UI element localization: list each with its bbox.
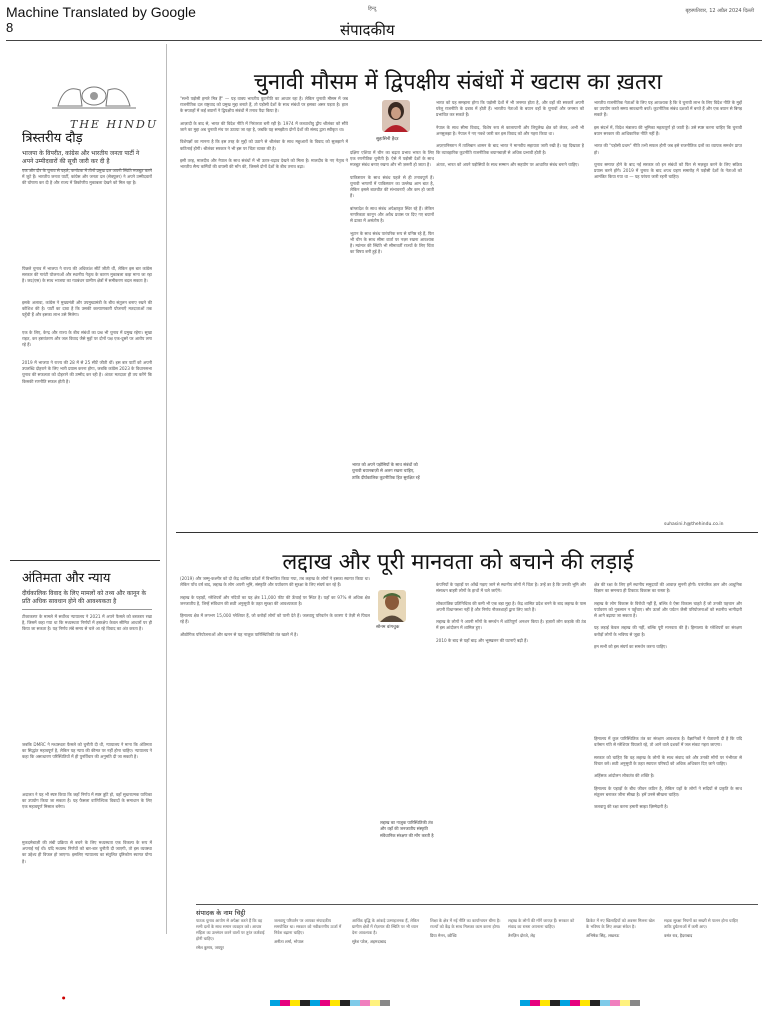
letter-signature: सुरेश पटेल, अहमदाबाद [352,939,387,944]
color-swatch [600,1000,610,1006]
letter-item: क्रिकेट में नए खिलाड़ियों को अवसर मिलना खेल के भविष्य के लिए अच्छा संकेत है। अभिषेक सिंह, लखनऊ [586,918,658,939]
article-one-headline: चुनावी मौसम में द्विपक्षीय संबंधों में खटास का ख़तरा [253,70,663,95]
letter-signature: प्रिया मेनन, कोच्चि [430,933,457,938]
color-swatch [330,1000,340,1006]
section-divider [10,560,160,561]
article-one-column: भारत को यह समझना होगा कि पड़ोसी देशों में भी जनमत होता है, और वहाँ की सरकारें अपनी घरेलू राजनीति के दबाव में होती हैं। भारतीय नेताओं के बयान वहाँ के चुनावों और जनमत को प्रभावित कर सकते हैं। नेपाल के साथ सीमा विवाद, विशेष रूप से कालापानी और लिपुलेख क्षेत्र को लेकर, अभी भी अनसुलझा है। नेपाल ने नए नक्शे जारी कर इस विवाद को और गहरा किया था। अफ़ग़ानिस्तान में तालिबान शासन के बाद भारत ने मानवीय सहायता जारी रखी है। यह दिखाता है कि व्यावहारिक कूटनीति राजनीतिक बयानबाज़ी से अधिक प्रभावी होती है। अंततः, भारत को अपने पड़ोसियों के साथ सम्मान और सहयोग पर आधारित संबंध बनाने चाहिए। [436,100,584,168]
paper-tag: हिन्दू [368,6,377,12]
color-swatch [550,1000,560,1006]
color-swatch [300,1000,310,1006]
color-swatch [540,1000,550,1006]
left-top-title: त्रिस्तरीय दौड़ [22,131,83,146]
color-swatch [610,1000,620,1006]
article-one-column: भारतीय राजनीतिक नेताओं के लिए यह आवश्यक है कि वे चुनावी लाभ के लिए विदेश नीति के मुद्दों का उपयोग करते समय सावधानी बरतें। कूटनीतिक संबंध दशकों में बनते हैं और एक बयान से बिगड़ सकते हैं। इस संदर्भ में, विदेश मंत्रालय की भूमिका महत्वपूर्ण हो जाती है। उसे स्पष्ट करना चाहिए कि चुनावी बयान सरकार की आधिकारिक नीति नहीं हैं। भारत की "पड़ोसी प्रथम" नीति तभी सफल होगी जब इसे राजनीतिक दलों का व्यापक समर्थन प्राप्त हो। चुनाव समाप्त होने के बाद नई सरकार को इन संबंधों को फिर से मज़बूत करने के लिए सक्रिय प्रयास करने होंगे। 2019 में चुनाव के बाद शपथ ग्रहण समारोह में पड़ोसी देशों के नेताओं को आमंत्रित किया गया था — यह परंपरा जारी रहनी चाहिए। [594,100,742,180]
left-top-paragraph: 2019 में भाजपा ने राज्य की 28 में से 25 सीटें जीती थीं। इस बार पार्टी को अपनी उपलब्धि दोहराने के लिए भारी प्रयास करना होगा, जबकि कांग्रेस 2023 के विधानसभा चुनाव की सफलता को दोहराने की उम्मीद कर रही है। अंततः मतदाता ही तय करेंगे कि किसकी रणनीति सफल होती है। [22,360,152,384]
machine-translation-banner: Machine Translated by Google [6,4,196,20]
letter-signature: तेनज़िन दोरजे, लेह [508,933,536,938]
article-one-column: दक्षिण एशिया में चीन का बढ़ता प्रभाव भारत के लिए एक रणनीतिक चुनौती है। ऐसे में पड़ोसी देशों के साथ मजबूत संबंध बनाए रखना और भी ज़रूरी हो जाता है। पाकिस्तान के साथ संबंध पहले से ही तनावपूर्ण हैं। चुनावी भाषणों में पाकिस्तान का उल्लेख आम बात है, लेकिन इससे बातचीत की संभावनाएँ और कम हो जाती हैं। बांग्लादेश के साथ संबंध अपेक्षाकृत स्थिर रहे हैं। लेकिन नागरिकता कानून और अवैध प्रवास पर दिए गए बयानों से ढाका में असंतोष है। भूटान के साथ संबंध पारंपरिक रूप से घनिष्ठ रहे हैं, फिर भी चीन के साथ सीमा वार्ता पर नज़र रखना आवश्यक है। म्यांमार की स्थिति भी सीमावर्ती राज्यों के लिए चिंता का विषय बनी हुई है। [350,150,434,255]
color-swatch [580,1000,590,1006]
color-swatch [620,1000,630,1006]
newspaper-logo-text: THE HINDU [70,118,159,131]
letter-signature: अनीता शर्मा, भोपाल [274,939,304,944]
color-swatch [290,1000,300,1006]
color-swatch [630,1000,640,1006]
letter-item: लद्दाख के लोगों की माँगें जायज़ हैं। सरकार को संवाद का रास्ता अपनाना चाहिए। तेनज़िन दोरजे, लेह [508,918,580,939]
left-bottom-title: अंतिमता और न्याय [22,571,111,586]
color-swatch [530,1000,540,1006]
section-divider [176,532,758,533]
color-swatch [560,1000,570,1006]
color-swatch [310,1000,320,1006]
left-bottom-paragraph: टीकाकरण के मामले में सर्वोच्च न्यायालय ने 2021 में अपने फैसले को बरकरार रखा है, जिसमें कहा गया था कि मध्यस्थता निर्णयों में हस्तक्षेप केवल सीमित आधारों पर ही किया जा सकता है। यह निर्णय लंबे समय से चले आ रहे विवाद का अंत करता है। [22,614,152,632]
left-bottom-paragraph: अदालत ने यह भी स्पष्ट किया कि जहाँ निर्णय में स्पष्ट त्रुटि हो, वहाँ सुधारात्मक याचिका का उपयोग किया जा सकता है। यह फैसला वाणिज्यिक विवादों के समाधान के लिए एक महत्वपूर्ण मिसाल बनेगा। [22,792,152,810]
top-divider [6,40,762,41]
color-swatch [380,1000,390,1006]
article-one-column: "सभी पड़ोसी हमारे मित्र हैं" — यह वाक्य भारतीय कूटनीति का आधार रहा है। लेकिन चुनावी मौसम में जब राजनीतिक दल राष्ट्रवाद को प्रमुख मुद्दा बनाते हैं, तो पड़ोसी देशों के साथ संबंधों पर इसका असर पड़ता है। हाल के सप्ताहों में कई बयानों ने द्विपक्षीय संबंधों में तनाव पैदा किया है। आज़ादी के बाद से, भारत की विदेश नीति में निरंतरता बनी रही है। 1974 में कच्चाथीवु द्वीप श्रीलंका को सौंपे जाने का मुद्दा अब चुनावी मंच पर उठाया जा रहा है, जबकि यह समझौता दोनों देशों की संसद द्वारा स्वीकृत था। विशेषज्ञों का मानना है कि इस तरह के मुद्दों को उठाने से श्रीलंका के साथ मछुआरों के विवाद को सुलझाने में कठिनाई होगी। श्रीलंका सरकार ने भी इस पर चिंता व्यक्त की है। इसी तरह, मालदीव और नेपाल के साथ संबंधों में भी उतार-चढ़ाव देखने को मिला है। मालदीव के नए नेतृत्व ने भारतीय सैन्य कर्मियों की वापसी की माँग की, जिससे दोनों देशों के बीच तनाव बढ़ा। [180,96,348,170]
color-swatch [370,1000,380,1006]
color-swatch [570,1000,580,1006]
left-top-paragraph: एक के लिए, केन्द्र और राज्य के बीच संबंधों का प्रश्न भी चुनाव में प्रमुख रहेगा। सूखा राहत, कर हस्तांतरण और जल विवाद जैसे मुद्दों पर दोनों पक्ष एक-दूसरे पर आरोप लगा रहे हैं। [22,330,152,348]
section-divider [196,904,758,905]
column-divider [166,44,167,934]
date-line: बृहस्पतिवार, 12 अप्रैल 2024 दिल्ली [685,8,754,14]
newspaper-crest-logo [44,76,144,116]
letter-item: आर्थिक वृद्धि के आंकड़े उत्साहजनक हैं, लेकिन ग्रामीण क्षेत्रों में रोज़गार की स्थिति पर भी ध्यान देना आवश्यक है। सुरेश पटेल, अहमदाबाद [352,918,424,945]
section-title: संपादकीय [340,21,395,39]
author-email: suhasini.h@thehindu.co.in [664,522,724,527]
color-swatch [520,1000,530,1006]
article-two-column: क्षेत्र की रक्षा के लिए हमें स्थानीय समुदायों की आवाज़ सुननी होगी। पारंपरिक ज्ञान और आधुनिक विज्ञान का समन्वय ही टिकाऊ विकास का रास्ता है। लद्दाख के लोग विकास के विरोधी नहीं हैं, बल्कि वे ऐसा विकास चाहते हैं जो उनकी पहचान और पर्यावरण को नुकसान न पहुँचाए। सौर ऊर्जा और पर्यटन जैसी परियोजनाओं को स्थानीय भागीदारी से आगे बढ़ाया जा सकता है। यह लड़ाई केवल लद्दाख की नहीं, बल्कि पूरी मानवता की है। हिमालय के ग्लेशियरों का संरक्षण करोड़ों लोगों के भविष्य से जुड़ा है। हम सभी को इस संघर्ष का समर्थन करना चाहिए। [594,582,742,650]
author-name: सोनम वांगचुक [376,625,400,630]
footer-marker: ● [62,995,66,1000]
article-two-headline: लद्दाख और पूरी मानवता को बचाने की लड़ाई [282,550,634,575]
article-two-column: (2019) और जम्मू-कश्मीर को दो केंद्र शासित प्रदेशों में विभाजित किया गया, तब लद्दाख के लोगों ने इसका स्वागत किया था। लेकिन पाँच वर्ष बाद, लद्दाख के लोग अपनी भूमि, संस्कृति और पर्यावरण की सुरक्षा के लिए संघर्ष कर रहे हैं। लद्दाख के पहाड़ों, ग्लेशियरों और नदियों का यह क्षेत्र 11,000 फीट की ऊँचाई पर स्थित है। यहाँ का 97% से अधिक क्षेत्र जनजातीय है, जिन्हें संविधान की छठी अनुसूची के तहत सुरक्षा की आवश्यकता है। हिमालय क्षेत्र में लगभग 15,000 ग्लेशियर हैं, जो करोड़ों लोगों को पानी देते हैं। जलवायु परिवर्तन के कारण ये तेज़ी से पिघल रहे हैं। औद्योगिक परियोजनाओं और खनन से यह नाज़ुक पारिस्थितिकी तंत्र खतरे में है। [180,576,370,637]
letter-signature: वसंत राव, हैदराबाद [664,933,693,938]
letters-section-title: संपादक के नाम चिट्ठी [196,909,246,917]
article-two-column: हिमालय में कुल पारिस्थितिक तंत्र का संरक्षण आवश्यक है। वैज्ञानिकों ने चेतावनी दी है कि यदि वर्तमान गति से ग्लेशियर पिघलते रहे, तो आने वाले दशकों में जल संकट गहरा जाएगा। सरकार को चाहिए कि वह लद्दाख के लोगों के साथ संवाद करे और उनकी माँगों पर गंभीरता से विचार करे। छठी अनुसूची के तहत स्वायत्त परिषदों को अधिक अधिकार दिए जाने चाहिए। अहिंसक आंदोलन लोकतंत्र की शक्ति है। हिमालय के पहाड़ों के बीच जीवन कठिन है, लेकिन यहाँ के लोगों ने सदियों से प्रकृति के साथ संतुलन बनाकर जीना सीखा है। हमें उनसे सीखना चाहिए। जलवायु की रक्षा करना हमारी साझा ज़िम्मेदारी है। [594,736,742,810]
author-name: सुहासिनी हैदर [376,137,399,142]
color-swatch [590,1000,600,1006]
author-photo [382,100,410,132]
left-editorial-top [22,128,152,170]
left-top-subtitle: भाजपा के विपरीत, कांग्रेस और भारतीय जनता पार्टी ने अपने उम्मीदवारों की सूची जारी कर दी है [22,150,140,165]
left-bottom-paragraph: मुकदमेबाज़ी की लंबी प्रक्रिया से बचने के लिए मध्यस्थता एक विकल्प के रूप में अपनाई गई थी। यदि मध्यस्थ निर्णयों को बार-बार चुनौती दी जाएगी, तो इस व्यवस्था का उद्देश्य ही विफल हो जाएगा। इसलिए न्यायालय का संतुलित दृष्टिकोण स्वागत योग्य है। [22,840,152,864]
left-bottom-paragraph: जबकि DMRC ने मध्यस्थता फैसले को चुनौती दी थी, न्यायालय ने माना कि अंतिमता का सिद्धांत महत्वपूर्ण है, लेकिन यह न्याय की कीमत पर नहीं होना चाहिए। न्यायालय ने कहा कि असाधारण परिस्थितियों में ही पुनर्विचार की अनुमति दी जा सकती है। [22,742,152,760]
left-top-paragraph: पिछले चुनाव में भाजपा ने राज्य की अधिकांश सीटें जीती थीं, लेकिन इस बार कांग्रेस सरकार की गारंटी योजनाओं और स्थानीय नेतृत्व के कारण मुकाबला कड़ा माना जा रहा है। जद(एस) के साथ भाजपा का गठबंधन ग्रामीण क्षेत्रों में समीकरण बदल सकता है। [22,266,152,284]
color-swatch [280,1000,290,1006]
color-swatch [270,1000,280,1006]
color-swatch [320,1000,330,1006]
article-one-pull-quote: भारत को अपने पड़ोसियों के साथ संबंधों को चुनावी बयानबाज़ी से अलग रखना चाहिए, ताकि दीर्घकालिक कूटनीतिक हित सुरक्षित रहें [352,462,420,480]
letter-signature: रमेश कुमार, जयपुर [196,945,224,950]
letter-item: पाठक चुनाव आयोग से अपेक्षा करते हैं कि वह सभी दलों के साथ समान व्यवहार करे। आचार संहिता का उल्लंघन करने वालों पर तुरंत कार्रवाई होनी चाहिए। रमेश कुमार, जयपुर [196,918,268,951]
page-number: 8 [6,20,14,35]
color-swatch [340,1000,350,1006]
left-bottom-subtitle: दीर्घकालिक विवाद के लिए मामलों को तथ्य और कानून के प्रति अधिक सावधान होने की आवश्यकता है [22,590,147,605]
letter-item: जलवायु परिवर्तन पर आपका संपादकीय समयोचित था। सरकार को नवीकरणीय ऊर्जा में निवेश बढ़ाना चाहिए। अनीता शर्मा, भोपाल [274,918,346,945]
letter-item: सड़क सुरक्षा नियमों का सख्ती से पालन होना चाहिए ताकि दुर्घटनाओं में कमी आए। वसंत राव, हैदराबाद [664,918,739,938]
author-photo [378,590,406,622]
letter-signature: अभिषेक सिंह, लखनऊ [586,933,620,938]
left-editorial-bottom [22,568,152,610]
print-color-registration-bar [270,1000,390,1006]
left-top-paragraph: एक और दौर के चुनाव से पहले, कर्नाटक में तीनों प्रमुख दल अपनी स्थिति मजबूत करने में जुटे हैं। भारतीय जनता पार्टी, कांग्रेस और जनता दल (सेक्युलर) ने अपने उम्मीदवारों की घोषणा कर दी है और राज्य में त्रिकोणीय मुकाबला देखने को मिल रहा है। [22,168,152,186]
left-top-paragraph: इसके अलावा, कांग्रेस ने मुख्यमंत्री और उपमुख्यमंत्री के बीच संतुलन बनाए रखने की कोशिश की है। पार्टी का दावा है कि उसकी कल्याणकारी योजनाएँ मतदाताओं तक पहुँची हैं और इसका लाभ उसे मिलेगा। [22,300,152,318]
article-two-column: कंपनियों के पहाड़ों पर आँखें गड़ाए जाने से स्थानीय लोगों में चिंता है। उन्हें डर है कि उनकी भूमि और संसाधन बाहरी लोगों के हाथों में चले जाएँगे। लोकतांत्रिक प्रतिनिधित्व की कमी भी एक बड़ा मुद्दा है। केंद्र शासित प्रदेश बनने के बाद लद्दाख के पास अपनी विधानसभा नहीं है और निर्णय नौकरशाहों द्वारा लिए जाते हैं। लद्दाख के लोगों ने अपनी माँगों के समर्थन में शांतिपूर्ण अनशन किया है। हज़ारों लोग कड़ाके की ठंड में इस आंदोलन में शामिल हुए। 2010 के बाद से यहाँ बाढ़ और भूस्खलन की घटनाएँ बढ़ी हैं। [436,582,586,643]
color-swatch [350,1000,360,1006]
letter-item: शिक्षा के क्षेत्र में नई नीति का कार्यान्वयन धीमा है। राज्यों को केंद्र के साथ मिलकर काम करना होगा। प्रिया मेनन, कोच्चि [430,918,501,938]
print-color-registration-bar [520,1000,640,1006]
article-two-pull-quote: लद्दाख का नाज़ुक पारिस्थितिकी तंत्र और वहाँ की जनजातीय संस्कृति संवैधानिक संरक्षण की माँग करती है [380,820,434,838]
color-swatch [360,1000,370,1006]
